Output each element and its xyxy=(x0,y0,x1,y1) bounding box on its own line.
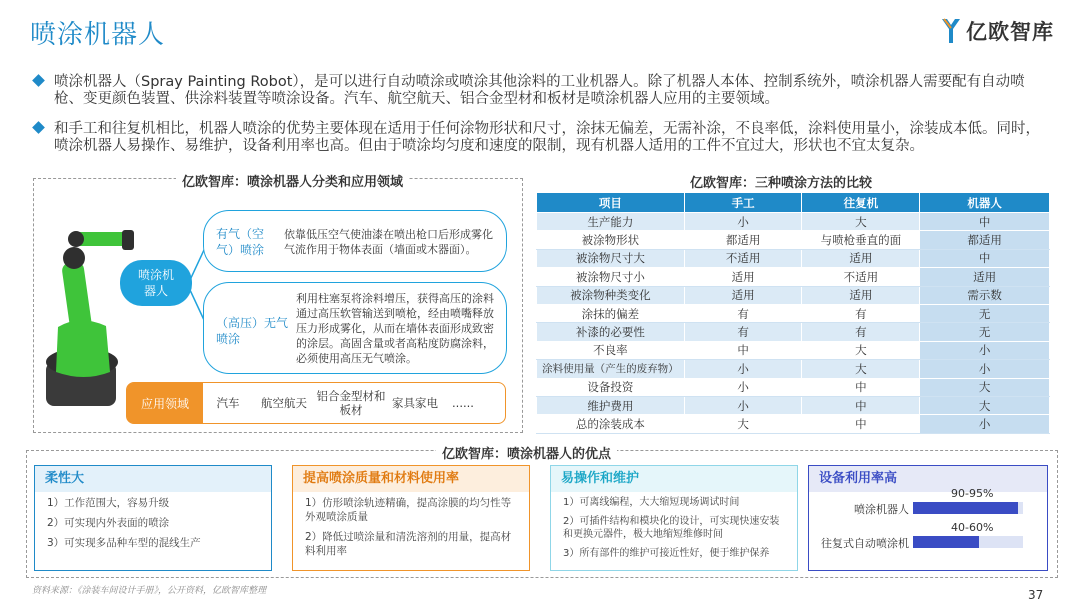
table-row xyxy=(537,249,1050,267)
table-row xyxy=(537,415,1050,433)
advantage-card-flexibility xyxy=(34,465,272,571)
bar-label: 喷涂机器人 xyxy=(854,503,909,516)
bullet-advantage: 和手工和往复机相比，机器人喷涂的优势主要体现在适用于任何涂物形状和尺寸，涂抹无偏差，无需补涂，不良率低，涂料使用量小，涂装成本低。同时，喷涂机器人易操作、易维护，设备利用率也高。但由于喷涂均匀度和速度的限制，现有机器人适用的工件不宜过大，形状也不宜太复杂。 xyxy=(38,121,1048,155)
table-cell: 有 xyxy=(684,323,802,341)
table-cell: 被涂物形状 xyxy=(537,231,685,249)
robot-arm-icon xyxy=(40,222,140,412)
logo-text: 亿欧智库 xyxy=(966,20,1054,44)
table-cell: 有 xyxy=(802,304,920,322)
card-body xyxy=(293,492,529,558)
logo-mark-icon xyxy=(940,17,962,45)
table-cell: 中 xyxy=(802,378,920,396)
airless-spray-label: （高压）无气喷涂 xyxy=(216,316,289,346)
table-cell: 大 xyxy=(802,360,920,378)
table-cell: 中 xyxy=(920,249,1050,267)
table-row xyxy=(537,213,1050,231)
card-title: 易操作和维护 xyxy=(551,466,797,492)
table-row xyxy=(537,268,1050,286)
table-row xyxy=(537,286,1050,304)
table-cell: 小 xyxy=(684,378,802,396)
bar-value-label: 40-60% xyxy=(951,521,994,534)
table-cell: 不良率 xyxy=(537,341,685,359)
app-item: ...... xyxy=(452,396,474,410)
table-row xyxy=(537,378,1050,396)
utilization-bar-track xyxy=(913,502,1023,514)
card-title: 提高喷涂质量和材料使用率 xyxy=(293,466,529,492)
table-cell: 不适用 xyxy=(684,249,802,267)
table-cell: 小 xyxy=(684,396,802,414)
table-row xyxy=(537,231,1050,249)
table-cell: 有 xyxy=(802,323,920,341)
table-cell: 小 xyxy=(920,360,1050,378)
app-item: 航空航天 xyxy=(261,396,307,410)
table-cell: 都适用 xyxy=(684,231,802,249)
table-header-row xyxy=(537,193,1050,213)
air-spray-desc: 依靠低压空气使油漆在喷出枪口后形成雾化气流作用于物体表面（墙面或木器面）。 xyxy=(284,228,493,256)
source-note: 资料来源：《涂装车间设计手册》，公开资料，亿欧智库整理 xyxy=(32,586,267,596)
advantage-card-utilization xyxy=(808,465,1048,571)
table-cell: 大 xyxy=(802,341,920,359)
bar-value-label: 90-95% xyxy=(951,487,994,500)
table-cell: 与喷枪垂直的面 xyxy=(802,231,920,249)
diamond-bullet-icon xyxy=(32,74,45,87)
table-cell: 无 xyxy=(920,304,1050,322)
classification-title: 亿欧智库：喷涂机器人分类和应用领域 xyxy=(176,171,409,190)
table-cell: 适用 xyxy=(802,249,920,267)
advantage-card-maintenance xyxy=(550,465,798,571)
application-box xyxy=(126,382,506,424)
page-title: 喷涂机器人 xyxy=(30,20,166,50)
center-node: 喷涂机器人 xyxy=(120,260,192,306)
table-cell: 大 xyxy=(802,213,920,231)
table-row xyxy=(537,341,1050,359)
application-label: 应用领域 xyxy=(127,383,203,423)
card-body xyxy=(35,492,271,550)
table-cell: 大 xyxy=(920,378,1050,396)
utilization-bar-robot xyxy=(913,502,1018,514)
table-row xyxy=(537,323,1050,341)
airless-spray-bubble xyxy=(203,282,507,374)
page-number: 37 xyxy=(1028,588,1044,602)
comparison-table xyxy=(536,192,1050,434)
table-header: 项目 xyxy=(537,193,685,213)
table-cell: 需示数 xyxy=(920,286,1050,304)
table-cell: 总的涂装成本 xyxy=(537,415,685,433)
table-cell: 设备投资 xyxy=(537,378,685,396)
table-cell: 小 xyxy=(920,415,1050,433)
table-cell: 适用 xyxy=(802,286,920,304)
table-cell: 补漆的必要性 xyxy=(537,323,685,341)
table-cell: 中 xyxy=(802,396,920,414)
list-item: 1）仿形喷涂轨迹精确，提高涂膜的均匀性等外观喷涂质量 xyxy=(305,497,512,523)
list-item: 1）可离线编程，大大缩短现场调试时间 xyxy=(563,497,740,508)
table-cell: 适用 xyxy=(684,268,802,286)
app-item: 铝合金型材和板材 xyxy=(316,389,386,417)
table-cell: 小 xyxy=(684,213,802,231)
table-row xyxy=(537,360,1050,378)
table-header: 机器人 xyxy=(920,193,1050,213)
card-title: 设备利用率高 xyxy=(809,466,1047,492)
table-cell: 适用 xyxy=(920,268,1050,286)
table-cell: 中 xyxy=(802,415,920,433)
table-cell: 被涂物尺寸小 xyxy=(537,268,685,286)
card-body xyxy=(551,492,797,560)
table-cell: 有 xyxy=(684,304,802,322)
table-cell: 生产能力 xyxy=(537,213,685,231)
table-header: 手工 xyxy=(684,193,802,213)
airless-spray-desc: 利用柱塞泵将涂料增压，获得高压的涂料通过高压软管输送到喷枪，经由喷嘴释放压力形成雾化，从而在墙体表面形成致密的涂层。高固含量或者高粘度防腐涂料，必须使用高压无气喷涂。 xyxy=(296,292,494,365)
bullet-intro: 喷涂机器人（Spray Painting Robot），是可以进行自动喷涂或喷涂其他涂料的工业机器人。除了机器人本体、控制系统外，喷涂机器人需要配有自动喷枪、变更颜色装置、供涂料装置等喷涂设备。汽车、航空航天、铝合金型材和板材是喷涂机器人应用的主要领域。 xyxy=(38,74,1048,108)
advantages-title: 亿欧智库：喷涂机器人的优点 xyxy=(436,443,617,462)
table-cell: 中 xyxy=(684,341,802,359)
table-cell: 被涂物种类变化 xyxy=(537,286,685,304)
utilization-bar-track xyxy=(913,536,1023,548)
air-spray-label: 有气（空气）喷涂 xyxy=(216,227,265,257)
table-cell: 不适用 xyxy=(802,268,920,286)
table-cell: 无 xyxy=(920,323,1050,341)
table-cell: 维护费用 xyxy=(537,396,685,414)
list-item: 2）可实现内外表面的喷涂 xyxy=(47,517,170,529)
diamond-bullet-icon xyxy=(32,121,45,134)
app-item: 汽车 xyxy=(216,396,240,410)
list-item: 2）降低过喷涂量和清洗溶剂的用量，提高材料利用率 xyxy=(305,531,512,557)
brand-logo xyxy=(940,16,1054,46)
table-cell: 涂抹的偏差 xyxy=(537,304,685,322)
list-item: 2）可插件结构和模块化的设计，可实现快速安装和更换元器件，极大地缩短维修时间 xyxy=(563,516,780,540)
table-cell: 小 xyxy=(920,341,1050,359)
table-cell: 涂料使用量（产生的废弃物） xyxy=(537,360,685,378)
list-item: 3）可实现多品种车型的混线生产 xyxy=(47,537,201,549)
table-cell: 大 xyxy=(684,415,802,433)
list-item: 1）工作范围大，容易升级 xyxy=(47,497,170,509)
table-cell: 适用 xyxy=(684,286,802,304)
advantage-card-quality xyxy=(292,465,530,571)
table-cell: 都适用 xyxy=(920,231,1050,249)
card-title: 柔性大 xyxy=(35,466,271,492)
table-cell: 大 xyxy=(920,396,1050,414)
table-row xyxy=(537,304,1050,322)
table-row xyxy=(537,396,1050,414)
air-spray-bubble xyxy=(203,210,507,272)
table-cell: 被涂物尺寸大 xyxy=(537,249,685,267)
table-cell: 中 xyxy=(920,213,1050,231)
app-item: 家具家电 xyxy=(392,396,438,410)
bar-label: 往复式自动喷涂机 xyxy=(821,537,909,550)
comparison-title: 亿欧智库：三种喷涂方法的比较 xyxy=(690,176,873,191)
list-item: 3）所有部件的维护可接近性好，便于维护保养 xyxy=(563,548,770,559)
utilization-bar-reciprocator xyxy=(913,536,979,548)
table-cell: 小 xyxy=(684,360,802,378)
table-header: 往复机 xyxy=(802,193,920,213)
